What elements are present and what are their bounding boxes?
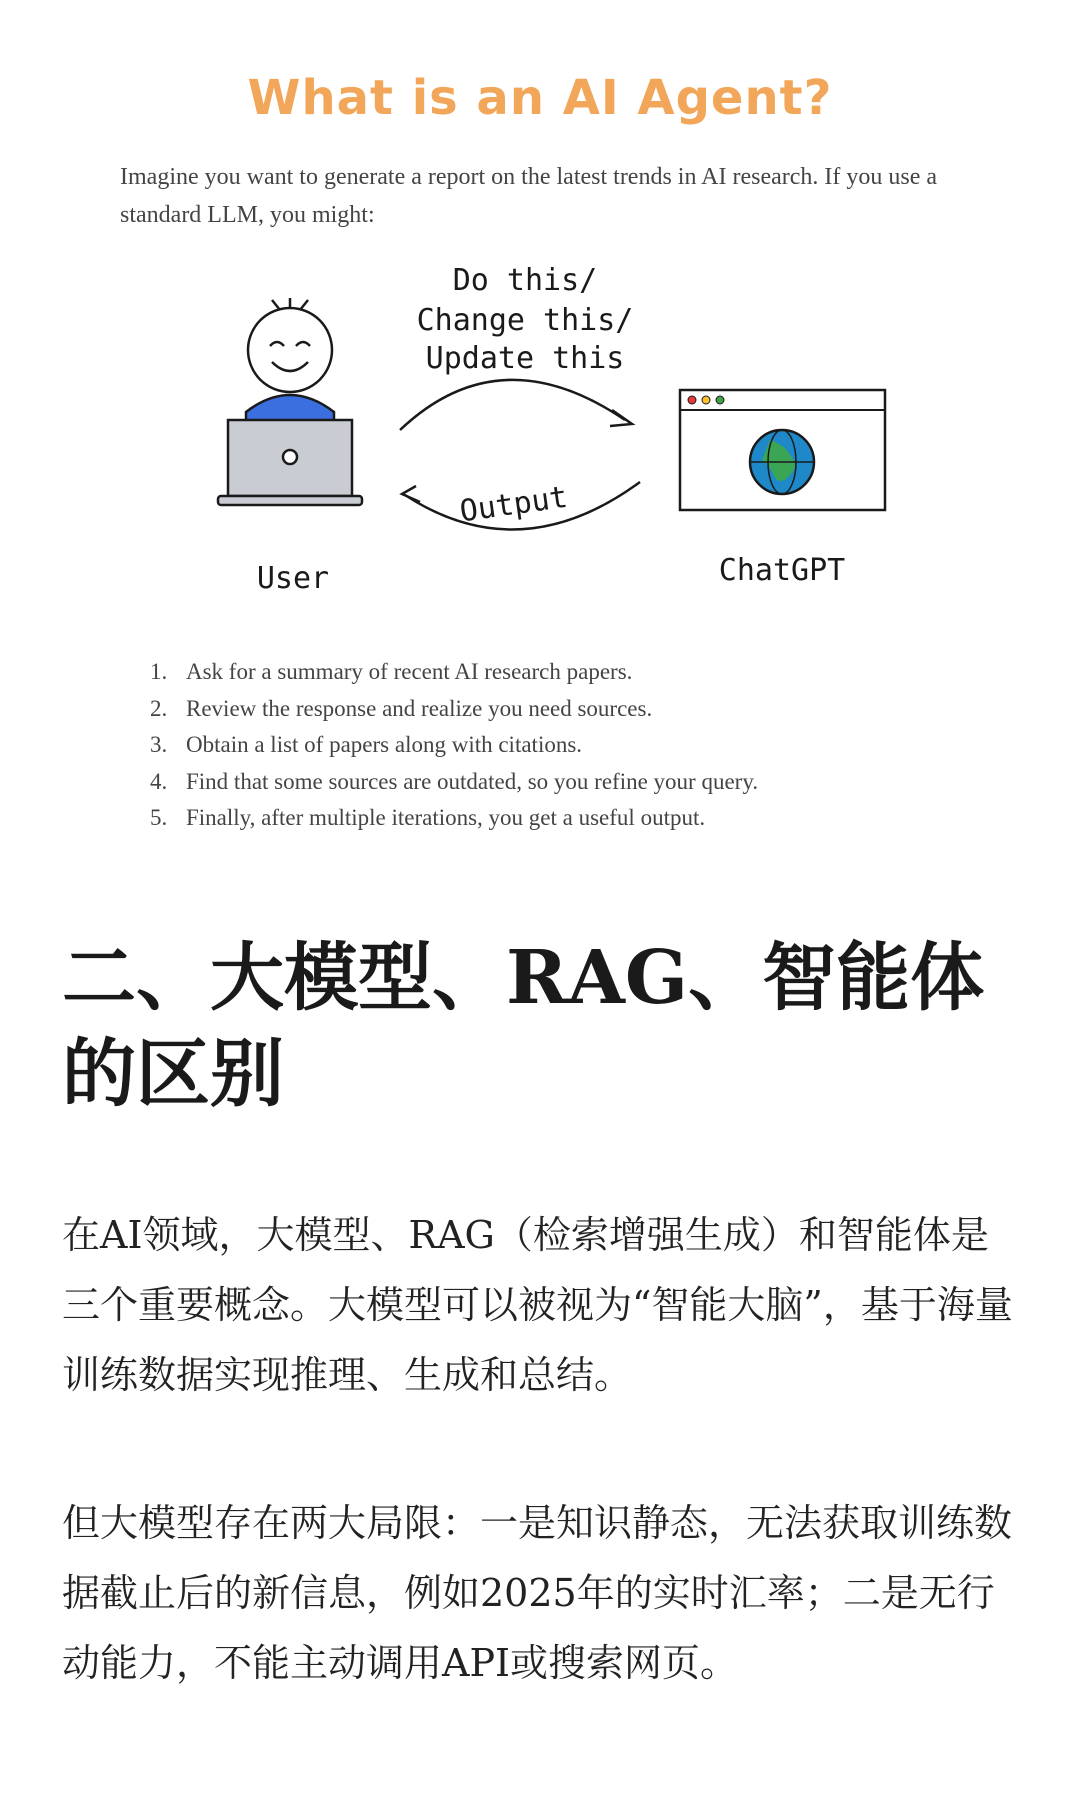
heading-line-2: 的区别 [62,1031,284,1117]
step-number: 2. [150,695,168,721]
heading-line-1: 二、大模型、RAG、智能体 [62,935,985,1021]
user-label: User [256,561,330,596]
chatgpt-label: ChatGPT [718,553,846,588]
step-text: Review the response and realize you need sources. [186,695,653,721]
user-avatar [218,298,362,505]
ai-agent-figure [0,0,1080,880]
step-number: 5. [150,805,168,830]
chatgpt-window [680,390,885,510]
output-label: Output [457,479,570,530]
step-number: 3. [150,732,168,757]
user-chatgpt-diagram [0,250,1080,630]
list-item [150,654,1010,691]
list-item [150,764,1010,801]
step-text: Obtain a list of papers along with citations. [186,732,583,757]
figure-title: What is an AI Agent? [247,70,833,126]
request-arrow [400,380,625,430]
step-number: 1. [150,659,168,684]
prompt-line-3: Update this [425,341,625,376]
steps-list [150,654,1010,837]
list-item [150,800,1010,837]
figure-intro: Imagine you want to generate a report on the latest trends in AI research. If you use a standard LLM, you might: [120,164,938,228]
paragraph-1: 在AI领域，大模型、RAG（检索增强生成）和智能体是三个重要概念。大模型可以被视为“智能大脑”，基于海量训练数据实现推理、生成和总结。 [62,1213,1013,1397]
step-text: Find that some sources are outdated, so you refine your query. [186,768,759,794]
section-heading [62,930,1022,1122]
list-item [150,691,1010,728]
prompt-line-2: Change this/ [416,303,634,338]
prompt-line-1: Do this/ [452,263,598,298]
step-text: Ask for a summary of recent AI research papers. [186,659,633,684]
step-text: Finally, after multiple iterations, you get a useful output. [186,805,706,830]
step-number: 4. [150,768,168,794]
list-item [150,727,1010,764]
paragraph-2: 但大模型存在两大局限：一是知识静态，无法获取训练数据截止后的新信息，例如2025年的实时汇率；二是无行动能力，不能主动调用API或搜索网页。 [62,1501,1013,1685]
globe-icon [750,430,814,494]
